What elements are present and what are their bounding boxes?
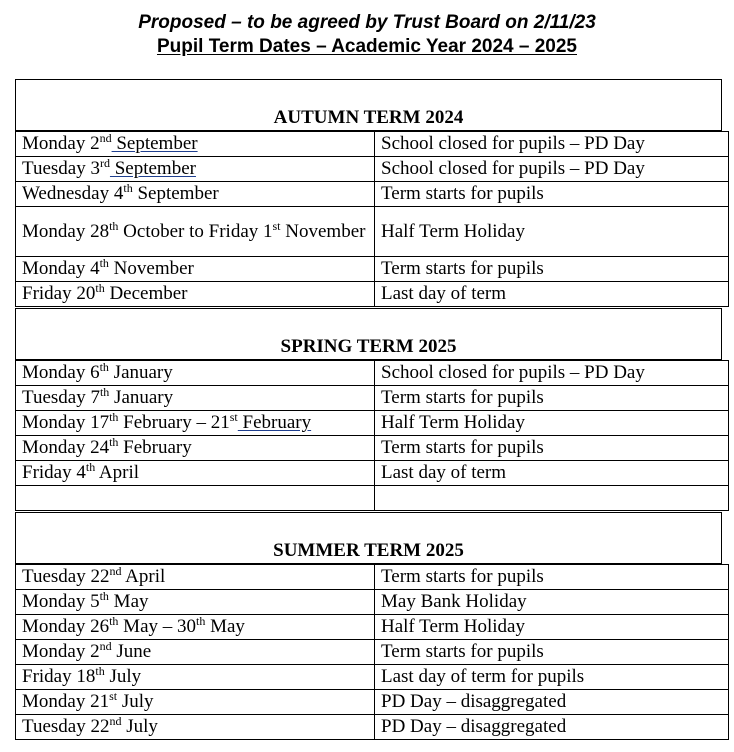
date-cell	[16, 615, 375, 640]
event-text: Term starts for pupils	[381, 566, 544, 587]
table-row	[16, 486, 729, 511]
date-text: June	[111, 641, 152, 662]
date-text: July	[121, 716, 158, 737]
event-text: Term starts for pupils	[381, 437, 544, 458]
event-text: PD Day – disaggregated	[381, 691, 567, 712]
spring-term-heading	[15, 308, 722, 360]
table-row	[16, 690, 729, 715]
table-row	[16, 157, 729, 182]
date-text: November	[280, 220, 366, 242]
autumn-term-heading	[15, 79, 722, 131]
table-row	[16, 461, 729, 486]
table-row	[16, 411, 729, 436]
event-text: School closed for pupils – PD Day	[381, 158, 645, 179]
event-cell	[375, 361, 729, 386]
summer-term-heading	[15, 512, 722, 564]
table-row	[16, 282, 729, 307]
table-row	[16, 565, 729, 590]
date-ordinal-suffix: st	[109, 689, 118, 703]
date-ordinal-suffix: th	[123, 181, 133, 195]
event-cell	[375, 690, 729, 715]
date-text: May	[205, 616, 245, 637]
date-ordinal-suffix: th	[109, 410, 119, 424]
event-cell	[375, 715, 729, 740]
date-text: Tuesday 22	[22, 716, 110, 737]
date-text: Monday 28	[22, 220, 110, 242]
date-text: October to Friday 1	[118, 220, 273, 242]
date-text: February	[118, 437, 192, 458]
date-ordinal-suffix: th	[196, 614, 206, 628]
event-cell	[375, 436, 729, 461]
date-ordinal-suffix: th	[95, 281, 105, 295]
date-text: Monday 6	[22, 362, 100, 383]
date-cell	[16, 282, 375, 307]
event-cell	[375, 565, 729, 590]
date-cell	[16, 182, 375, 207]
table-row	[16, 590, 729, 615]
event-text: Half Term Holiday	[381, 220, 525, 242]
date-cell	[16, 690, 375, 715]
date-ordinal-suffix: th	[109, 218, 119, 233]
date-text: July	[117, 691, 154, 712]
table-row	[16, 182, 729, 207]
date-ordinal-suffix: rd	[99, 156, 110, 170]
event-text: Term starts for pupils	[381, 258, 544, 279]
date-cell	[16, 665, 375, 690]
table-row	[16, 640, 729, 665]
date-ordinal-suffix: th	[99, 589, 109, 603]
date-cell	[16, 436, 375, 461]
date-cell	[16, 132, 375, 157]
date-text: April	[121, 566, 166, 587]
spring-term-table	[15, 360, 729, 511]
table-row	[16, 665, 729, 690]
date-text: April	[95, 462, 140, 483]
date-text: September	[111, 133, 198, 154]
event-text: May Bank Holiday	[381, 591, 527, 612]
date-text: December	[104, 283, 188, 304]
event-text: PD Day – disaggregated	[381, 716, 567, 737]
date-cell	[16, 461, 375, 486]
date-cell	[16, 361, 375, 386]
date-cell	[16, 590, 375, 615]
table-row	[16, 715, 729, 740]
event-text: Term starts for pupils	[381, 641, 544, 662]
table-row	[16, 386, 729, 411]
event-text: Last day of term for pupils	[381, 666, 585, 687]
date-text: Tuesday 7	[22, 387, 100, 408]
event-cell	[375, 182, 729, 207]
date-cell	[16, 207, 375, 257]
event-cell	[375, 665, 729, 690]
date-text: September	[132, 183, 219, 204]
table-row	[16, 132, 729, 157]
date-text: Tuesday 22	[22, 566, 110, 587]
date-text: May	[108, 591, 149, 612]
date-ordinal-suffix: th	[99, 256, 109, 270]
date-text: February	[237, 412, 312, 433]
event-text: Term starts for pupils	[381, 183, 544, 204]
date-text: July	[104, 666, 142, 687]
event-cell	[375, 461, 729, 486]
event-text: Half Term Holiday	[381, 616, 525, 637]
date-text: Monday 24	[22, 437, 110, 458]
event-text: Last day of term	[381, 462, 507, 483]
date-cell	[16, 486, 375, 511]
table-row	[16, 207, 729, 257]
date-ordinal-suffix: nd	[109, 564, 122, 578]
date-ordinal-suffix: th	[85, 460, 96, 474]
date-ordinal-suffix: th	[99, 385, 110, 399]
event-text: Half Term Holiday	[381, 412, 525, 433]
date-ordinal-suffix: st	[272, 218, 281, 233]
table-row	[16, 436, 729, 461]
date-text: January	[108, 362, 173, 383]
event-text: Last day of term	[381, 283, 507, 304]
date-cell	[16, 257, 375, 282]
autumn-term-title: AUTUMN TERM 2024	[273, 107, 464, 128]
event-cell	[375, 386, 729, 411]
date-text: Monday 26	[22, 616, 110, 637]
date-text: Friday 18	[22, 666, 96, 687]
spring-term-title: SPRING TERM 2025	[280, 336, 457, 357]
event-cell	[375, 486, 729, 511]
date-cell	[16, 386, 375, 411]
event-text: School closed for pupils – PD Day	[381, 133, 645, 154]
date-cell	[16, 640, 375, 665]
date-text: November	[108, 258, 194, 279]
date-cell	[16, 157, 375, 182]
date-ordinal-suffix: th	[95, 664, 105, 678]
date-ordinal-suffix: st	[229, 410, 238, 424]
event-cell	[375, 615, 729, 640]
date-text: Friday 4	[22, 462, 86, 483]
event-text: School closed for pupils – PD Day	[381, 362, 645, 383]
table-row	[16, 615, 729, 640]
date-ordinal-suffix: th	[109, 435, 119, 449]
table-row	[16, 361, 729, 386]
date-text: Friday 20	[22, 283, 96, 304]
event-cell	[375, 257, 729, 282]
date-text: Monday 4	[22, 258, 100, 279]
date-cell	[16, 411, 375, 436]
date-text: February – 21	[118, 412, 230, 433]
document-title: Pupil Term Dates – Academic Year 2024 – 2025	[156, 36, 577, 57]
event-cell	[375, 282, 729, 307]
date-cell	[16, 565, 375, 590]
table-row	[16, 257, 729, 282]
date-text: Monday 2	[22, 133, 100, 154]
date-text: January	[109, 387, 174, 408]
event-cell	[375, 590, 729, 615]
date-text: Monday 2	[22, 641, 100, 662]
date-ordinal-suffix: th	[99, 360, 109, 374]
date-ordinal-suffix: nd	[109, 714, 122, 728]
date-cell	[16, 715, 375, 740]
date-text: September	[109, 158, 196, 179]
date-text: Wednesday 4	[22, 183, 124, 204]
date-text: May – 30	[118, 616, 196, 637]
date-text: Monday 5	[22, 591, 100, 612]
date-text: Tuesday 3	[22, 158, 100, 179]
autumn-term-table	[15, 131, 729, 307]
summer-term-table	[15, 564, 729, 740]
event-cell	[375, 411, 729, 436]
document-subtitle: Proposed – to be agreed by Trust Board on 2/11/23	[138, 12, 596, 33]
event-cell	[375, 157, 729, 182]
date-ordinal-suffix: nd	[99, 131, 112, 145]
date-ordinal-suffix: th	[109, 614, 119, 628]
date-text: Monday 17	[22, 412, 110, 433]
event-cell	[375, 207, 729, 257]
event-cell	[375, 640, 729, 665]
summer-term-title: SUMMER TERM 2025	[273, 540, 464, 561]
event-cell	[375, 132, 729, 157]
event-text: Term starts for pupils	[381, 387, 544, 408]
date-ordinal-suffix: nd	[99, 639, 112, 653]
date-text: Monday 21	[22, 691, 110, 712]
